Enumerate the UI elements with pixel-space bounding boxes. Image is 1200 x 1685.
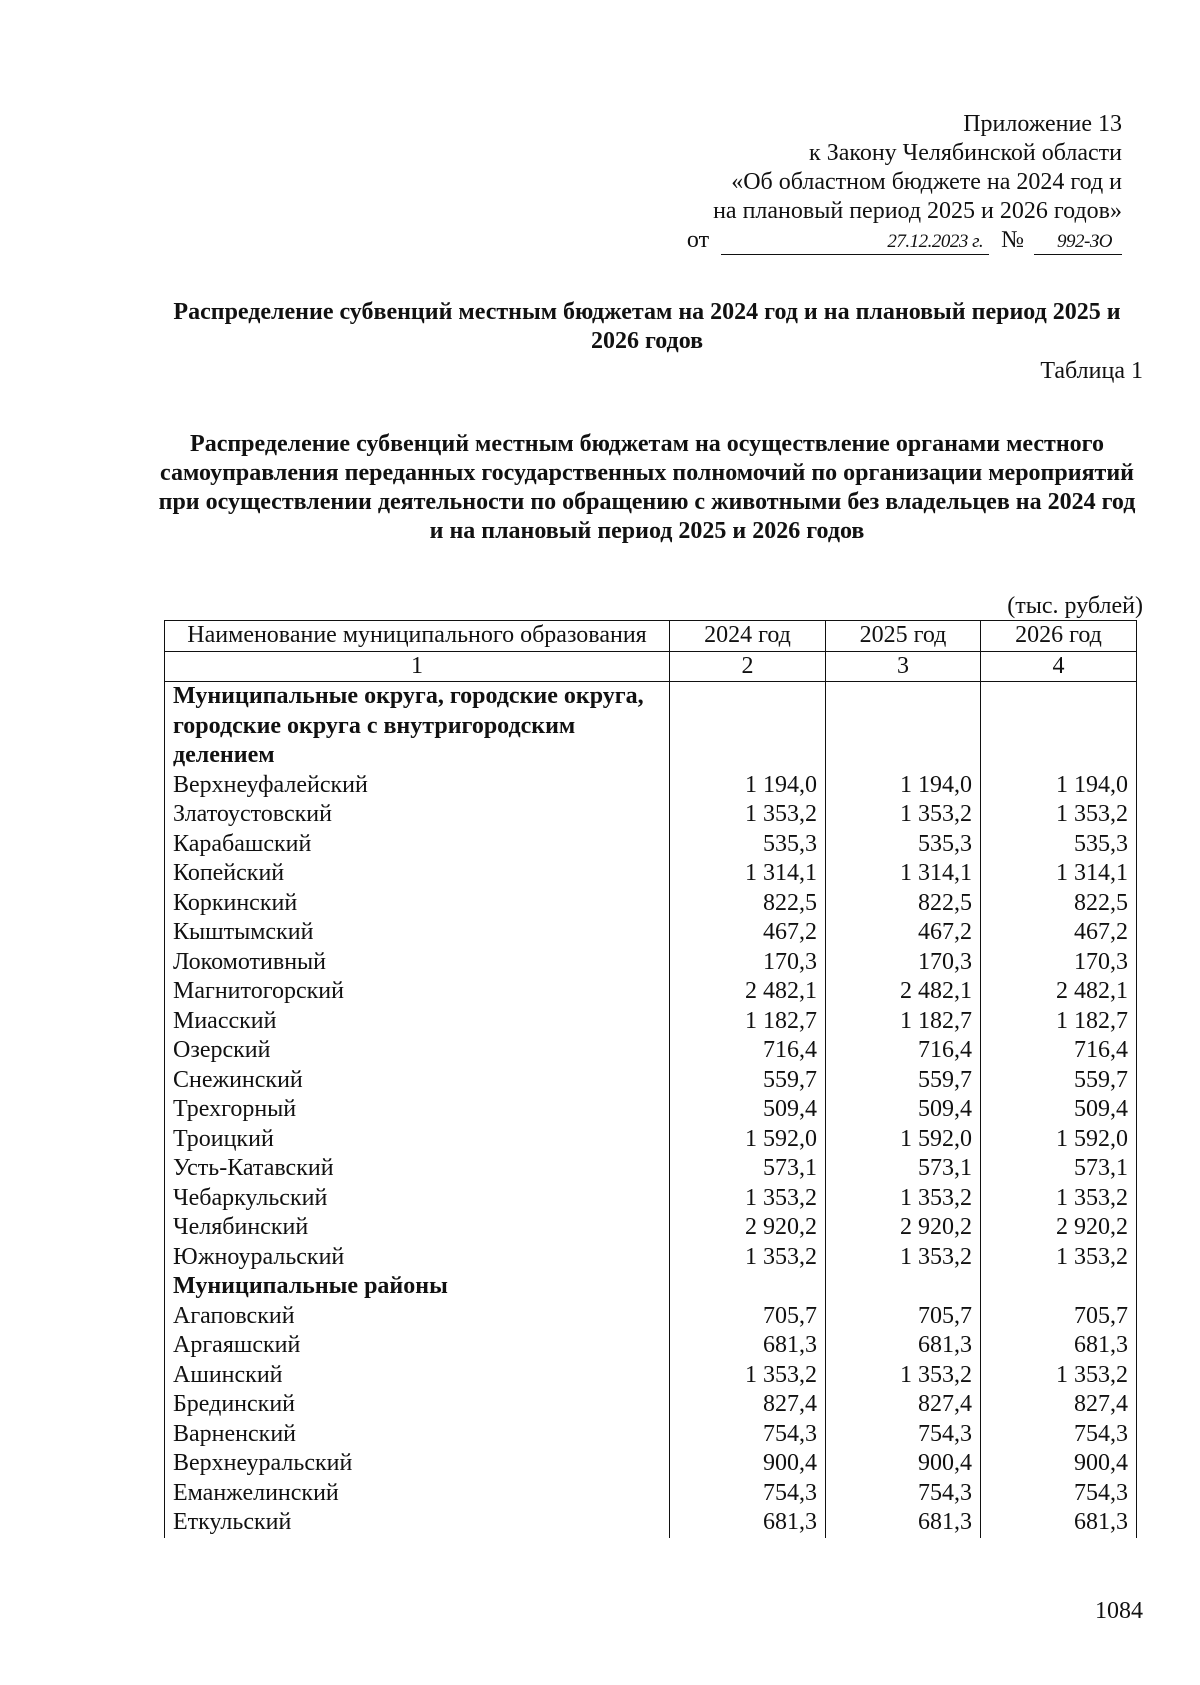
- value-2024: 559,7: [670, 1066, 826, 1096]
- appendix-law-title-1: «Об областном бюджете на 2024 год и: [731, 169, 1122, 195]
- municipality-name: Ашинский: [165, 1361, 670, 1391]
- value-2025: 1 353,2: [826, 1361, 981, 1391]
- value-2026: 467,2: [981, 918, 1137, 948]
- table-row: [165, 1007, 1137, 1037]
- table-row: [165, 1390, 1137, 1420]
- table-row: [165, 977, 1137, 1007]
- value-2025: 1 194,0: [826, 771, 981, 801]
- value-2025: 1 592,0: [826, 1125, 981, 1155]
- value-2024: 822,5: [670, 889, 826, 919]
- municipality-name: Челябинский: [165, 1213, 670, 1243]
- table-row: [165, 948, 1137, 978]
- value-2026: 573,1: [981, 1154, 1137, 1184]
- law-number: 992-ЗО: [1034, 230, 1122, 255]
- value-2024: 2 482,1: [670, 977, 826, 1007]
- law-date: 27.12.2023 г.: [721, 230, 989, 255]
- from-label: от: [686, 227, 710, 253]
- appendix-number: Приложение 13: [963, 111, 1122, 137]
- municipality-name: Аргаяшский: [165, 1331, 670, 1361]
- value-2026: 559,7: [981, 1066, 1137, 1096]
- table-label: Таблица 1: [1040, 358, 1143, 384]
- value-2025: 900,4: [826, 1449, 981, 1479]
- empty-cell: [826, 682, 981, 771]
- value-2024: 573,1: [670, 1154, 826, 1184]
- value-2025: 1 353,2: [826, 1243, 981, 1273]
- value-2026: 2 482,1: [981, 977, 1137, 1007]
- value-2024: 900,4: [670, 1449, 826, 1479]
- column-header-2024: 2024 год: [670, 621, 826, 652]
- value-2026: 827,4: [981, 1390, 1137, 1420]
- municipality-name: Златоустовский: [165, 800, 670, 830]
- value-2026: 681,3: [981, 1331, 1137, 1361]
- value-2025: 827,4: [826, 1390, 981, 1420]
- appendix-law-title-2: на плановый период 2025 и 2026 годов»: [713, 198, 1122, 224]
- table-row: [165, 1479, 1137, 1509]
- municipality-name: Усть-Катавский: [165, 1154, 670, 1184]
- municipality-name: Еманжелинский: [165, 1479, 670, 1509]
- municipality-name: Карабашский: [165, 830, 670, 860]
- value-2024: 2 920,2: [670, 1213, 826, 1243]
- table-row: [165, 1184, 1137, 1214]
- value-2024: 754,3: [670, 1479, 826, 1509]
- table-row: [165, 889, 1137, 919]
- municipality-name: Варненский: [165, 1420, 670, 1450]
- value-2025: 681,3: [826, 1508, 981, 1538]
- table-row: [165, 859, 1137, 889]
- table-title: Распределение субвенций местным бюджетам на осуществление органами местного самоуправления переданных государственных полномочий по организации мероприятий при осуществлении деятельности по обращению с животными без владельцев на 2024 год и на плановый период 2025 и 2026 годов: [158, 431, 1136, 544]
- municipality-name: Чебаркульский: [165, 1184, 670, 1214]
- value-2025: 681,3: [826, 1331, 981, 1361]
- column-number: 1: [165, 651, 670, 682]
- municipality-name: Еткульский: [165, 1508, 670, 1538]
- value-2024: 827,4: [670, 1390, 826, 1420]
- value-2026: 1 182,7: [981, 1007, 1137, 1037]
- value-2025: 573,1: [826, 1154, 981, 1184]
- value-2024: 705,7: [670, 1302, 826, 1332]
- value-2024: 716,4: [670, 1036, 826, 1066]
- value-2024: 535,3: [670, 830, 826, 860]
- table-body: [165, 682, 1137, 1538]
- value-2025: 716,4: [826, 1036, 981, 1066]
- value-2024: 1 353,2: [670, 800, 826, 830]
- municipality-name: Снежинский: [165, 1066, 670, 1096]
- value-2024: 681,3: [670, 1331, 826, 1361]
- value-2025: 467,2: [826, 918, 981, 948]
- table-row: [165, 830, 1137, 860]
- table-row: [165, 1302, 1137, 1332]
- group-title: Муниципальные районы: [165, 1272, 670, 1302]
- table-row: [165, 1036, 1137, 1066]
- value-2024: 754,3: [670, 1420, 826, 1450]
- municipality-name: Локомотивный: [165, 948, 670, 978]
- value-2024: 1 314,1: [670, 859, 826, 889]
- value-2024: 467,2: [670, 918, 826, 948]
- municipality-name: Агаповский: [165, 1302, 670, 1332]
- value-2024: 681,3: [670, 1508, 826, 1538]
- value-2024: 1 592,0: [670, 1125, 826, 1155]
- table-row: [165, 1420, 1137, 1450]
- value-2025: 509,4: [826, 1095, 981, 1125]
- appendix-signature-line: [602, 226, 1122, 255]
- empty-cell: [670, 682, 826, 771]
- column-header-2026: 2026 год: [981, 621, 1137, 652]
- subventions-table: [164, 620, 1137, 1538]
- value-2026: 509,4: [981, 1095, 1137, 1125]
- value-2025: 705,7: [826, 1302, 981, 1332]
- group-row: [165, 682, 1137, 771]
- table-row: [165, 1066, 1137, 1096]
- column-header-name: Наименование муниципального образования: [165, 621, 670, 652]
- empty-cell: [670, 1272, 826, 1302]
- value-2026: 535,3: [981, 830, 1137, 860]
- units-label: (тыс. рублей): [1007, 593, 1143, 619]
- table-row: [165, 918, 1137, 948]
- municipality-name: Копейский: [165, 859, 670, 889]
- value-2025: 559,7: [826, 1066, 981, 1096]
- column-number-row: [165, 651, 1137, 682]
- value-2025: 1 353,2: [826, 1184, 981, 1214]
- value-2026: 1 314,1: [981, 859, 1137, 889]
- table-row: [165, 1125, 1137, 1155]
- empty-cell: [981, 682, 1137, 771]
- table-row: [165, 1095, 1137, 1125]
- value-2024: 509,4: [670, 1095, 826, 1125]
- municipality-name: Коркинский: [165, 889, 670, 919]
- value-2026: 900,4: [981, 1449, 1137, 1479]
- value-2025: 1 353,2: [826, 800, 981, 830]
- column-header-2025: 2025 год: [826, 621, 981, 652]
- value-2026: 822,5: [981, 889, 1137, 919]
- main-title: Распределение субвенций местным бюджетам на 2024 год и на плановый период 2025 и 2026 годов: [173, 299, 1121, 354]
- value-2024: 1 353,2: [670, 1184, 826, 1214]
- value-2024: 1 182,7: [670, 1007, 826, 1037]
- value-2024: 1 353,2: [670, 1361, 826, 1391]
- value-2025: 170,3: [826, 948, 981, 978]
- column-number: 3: [826, 651, 981, 682]
- value-2024: 1 353,2: [670, 1243, 826, 1273]
- group-title: Муниципальные округа, городские округа, городские округа с внутригородским делением: [165, 682, 670, 771]
- municipality-name: Озерский: [165, 1036, 670, 1066]
- municipality-name: Верхнеуфалейский: [165, 771, 670, 801]
- table-row: [165, 1508, 1137, 1538]
- value-2026: 705,7: [981, 1302, 1137, 1332]
- value-2026: 716,4: [981, 1036, 1137, 1066]
- table-row: [165, 1331, 1137, 1361]
- table-row: [165, 800, 1137, 830]
- empty-cell: [981, 1272, 1137, 1302]
- municipality-name: Миасский: [165, 1007, 670, 1037]
- value-2026: 681,3: [981, 1508, 1137, 1538]
- value-2026: 1 353,2: [981, 1361, 1137, 1391]
- table-row: [165, 1361, 1137, 1391]
- municipality-name: Трехгорный: [165, 1095, 670, 1125]
- value-2025: 2 482,1: [826, 977, 981, 1007]
- table-row: [165, 1154, 1137, 1184]
- municipality-name: Троицкий: [165, 1125, 670, 1155]
- value-2025: 1 182,7: [826, 1007, 981, 1037]
- value-2025: 535,3: [826, 830, 981, 860]
- value-2025: 822,5: [826, 889, 981, 919]
- table-row: [165, 1243, 1137, 1273]
- value-2026: 754,3: [981, 1420, 1137, 1450]
- municipality-name: Южноуральский: [165, 1243, 670, 1273]
- table-row: [165, 1213, 1137, 1243]
- group-row: [165, 1272, 1137, 1302]
- value-2024: 170,3: [670, 948, 826, 978]
- municipality-name: Кыштымский: [165, 918, 670, 948]
- value-2025: 754,3: [826, 1420, 981, 1450]
- value-2026: 1 592,0: [981, 1125, 1137, 1155]
- table-row: [165, 771, 1137, 801]
- page-number: 1084: [1095, 1598, 1143, 1624]
- value-2025: 2 920,2: [826, 1213, 981, 1243]
- value-2026: 1 353,2: [981, 1184, 1137, 1214]
- appendix-law-line: к Закону Челябинской области: [809, 140, 1122, 166]
- municipality-name: Магнитогорский: [165, 977, 670, 1007]
- value-2026: 754,3: [981, 1479, 1137, 1509]
- municipality-name: Брединский: [165, 1390, 670, 1420]
- value-2026: 1 353,2: [981, 800, 1137, 830]
- value-2026: 1 353,2: [981, 1243, 1137, 1273]
- table-row: [165, 1449, 1137, 1479]
- empty-cell: [826, 1272, 981, 1302]
- column-number: 2: [670, 651, 826, 682]
- value-2025: 754,3: [826, 1479, 981, 1509]
- column-number: 4: [981, 651, 1137, 682]
- value-2026: 2 920,2: [981, 1213, 1137, 1243]
- value-2025: 1 314,1: [826, 859, 981, 889]
- header-row: [165, 621, 1137, 652]
- municipality-name: Верхнеуральский: [165, 1449, 670, 1479]
- value-2026: 170,3: [981, 948, 1137, 978]
- value-2024: 1 194,0: [670, 771, 826, 801]
- appendix-header: [602, 110, 1122, 255]
- number-label: №: [1001, 227, 1024, 253]
- value-2026: 1 194,0: [981, 771, 1137, 801]
